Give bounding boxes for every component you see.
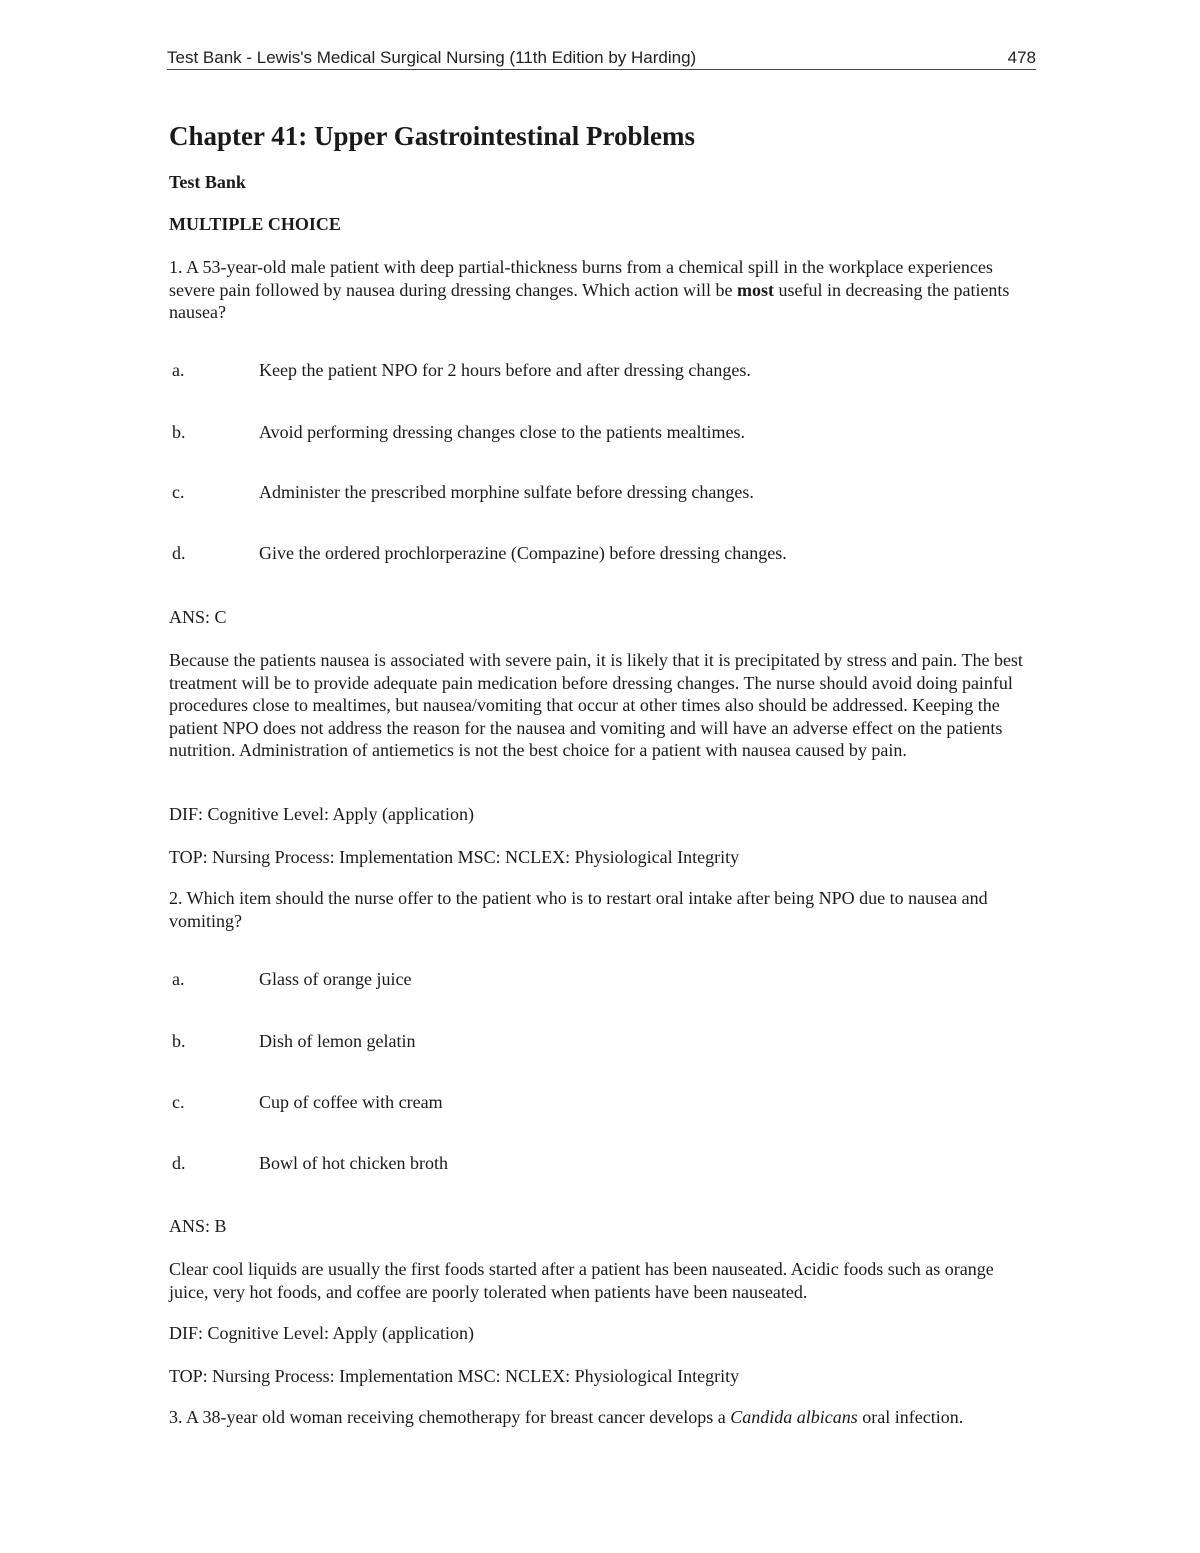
question-1-stem: 1. A 53-year-old male patient with deep partial-thickness burns from a chemical spill in the workplace experiences severe pain followed by nausea during dressing changes. Which action will be most useful in decreasing the patients nausea? xyxy=(169,257,1010,322)
option-letter: a. xyxy=(172,969,185,989)
option-letter: a. xyxy=(172,360,185,380)
option-text: Glass of orange juice xyxy=(259,969,412,989)
question-2-stem: 2. Which item should the nurse offer to the patient who is to restart oral intake after being NPO due to nausea and vomiting? xyxy=(169,888,988,931)
emphasis-text: most xyxy=(737,279,775,300)
question-2-topic: TOP: Nursing Process: Implementation MSC: NCLEX: Physiological Integrity xyxy=(169,1366,740,1386)
question-3-stem: 3. A 38-year old woman receiving chemotherapy for breast cancer develops a Candida albicans oral infection. xyxy=(169,1407,964,1427)
page-number: 478 xyxy=(1007,48,1036,67)
option-text: Give the ordered prochlorperazine (Compazine) before dressing changes. xyxy=(259,543,787,563)
option-letter: d. xyxy=(172,1153,186,1173)
option-text: Administer the prescribed morphine sulfate before dressing changes. xyxy=(259,482,754,502)
italic-organism-name: Candida albicans xyxy=(730,1407,858,1427)
running-header xyxy=(167,48,1036,70)
question-2-rationale: Clear cool liquids are usually the first foods started after a patient has been nauseated. Acidic foods such as orange juice, very hot foods, and coffee are poorly tolerated when patients have been nauseated. xyxy=(169,1259,994,1302)
question-2-difficulty: DIF: Cognitive Level: Apply (application) xyxy=(169,1323,474,1343)
option-text: Keep the patient NPO for 2 hours before and after dressing changes. xyxy=(259,360,751,380)
header-title: Test Bank - Lewis's Medical Surgical Nursing (11th Edition by Harding) xyxy=(167,48,697,67)
option-text: Avoid performing dressing changes close to the patients mealtimes. xyxy=(259,422,746,442)
subsection-label: MULTIPLE CHOICE xyxy=(169,214,341,234)
chapter-title: Chapter 41: Upper Gastrointestinal Problems xyxy=(169,121,695,151)
option-text: Cup of coffee with cream xyxy=(259,1092,443,1112)
option-text: Dish of lemon gelatin xyxy=(259,1031,416,1051)
option-letter: d. xyxy=(172,543,186,563)
option-letter: c. xyxy=(172,482,185,502)
question-1-difficulty: DIF: Cognitive Level: Apply (application) xyxy=(169,804,474,824)
option-letter: c. xyxy=(172,1092,185,1112)
option-letter: b. xyxy=(172,1031,186,1051)
question-1-answer: ANS: C xyxy=(169,607,227,627)
section-label: Test Bank xyxy=(169,172,246,192)
option-text: Bowl of hot chicken broth xyxy=(259,1153,448,1173)
question-2-answer: ANS: B xyxy=(169,1216,227,1236)
question-1-topic: TOP: Nursing Process: Implementation MSC: NCLEX: Physiological Integrity xyxy=(169,847,740,867)
question-1-rationale: Because the patients nausea is associated with severe pain, it is likely that it is precipitated by stress and pain. The best treatment will be to provide adequate pain medication before dressing changes. The nurse should avoid doing painful procedures close to mealtimes, but nausea/vomiting that occur at other times also should be addressed. Keeping the patient NPO does not address the reason for the nausea and vomiting and will have an adverse effect on the patients nutrition. Administration of antiemetics is not the best choice for a patient with nausea caused by pain. xyxy=(169,650,1023,760)
option-letter: b. xyxy=(172,422,186,442)
